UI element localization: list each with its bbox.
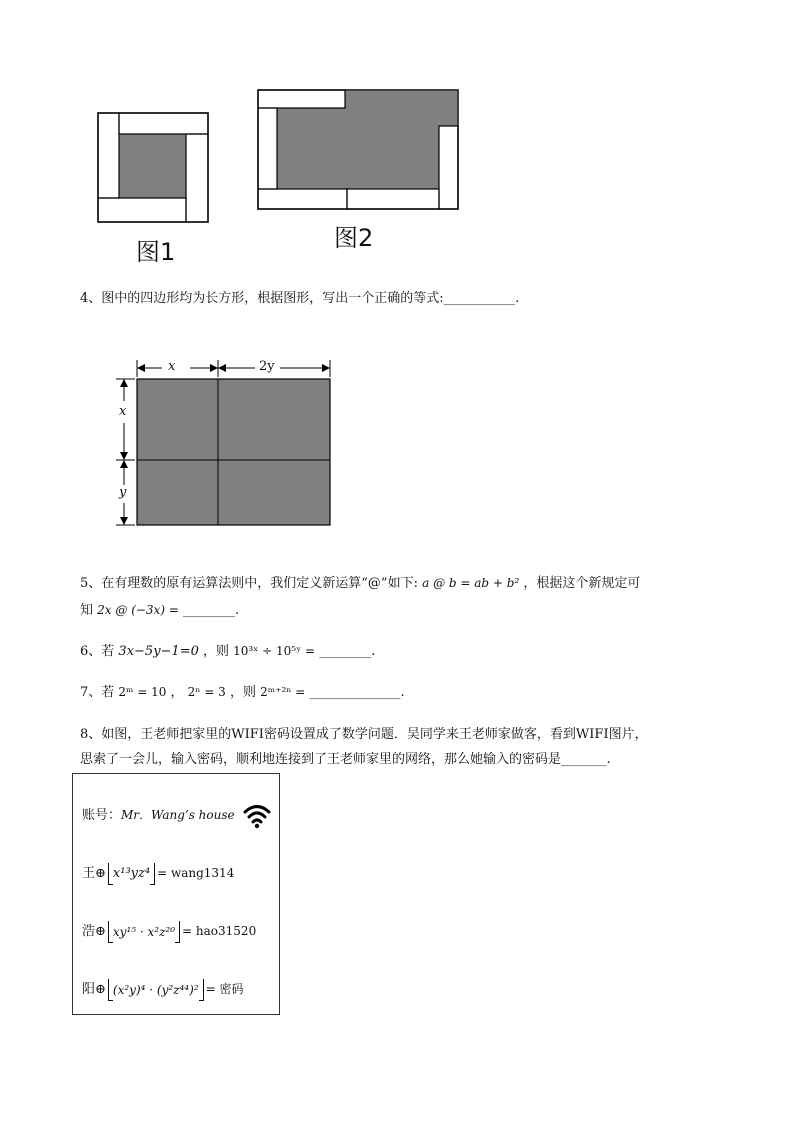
q7-middle: ，则 [229,685,256,700]
dim-label-x-left: x [119,404,127,419]
row2-char: 浩⊕ [82,924,106,939]
question-7 [80,682,405,703]
q7-prefix: 7、若 [80,685,115,700]
row3-expression: (x²y)⁴ · (y²z⁴⁴)² [108,979,204,1001]
q7-separator: ， [170,685,184,700]
q5-formula: a @ b = ab + b² [422,576,520,590]
q6-middle: ，则 [203,644,230,659]
row1-result: = wang1314 [157,866,235,880]
question-8-line-1: 8、如图，王老师把家里的WIFI密码设置成了数学问题．吴同学来王老师家做客，看到WIFI图片， [80,727,648,742]
q7-condition-1: 2ᵐ = 10 [118,685,167,699]
q6-prefix: 6、若 [80,644,115,659]
row1-char: 王⊕ [82,866,106,881]
wifi-account-row [82,804,235,823]
wifi-icon [243,802,271,830]
figure-2 [257,89,461,211]
q7-suffix: ______________. [309,685,405,700]
q6-suffix: ________. [319,644,376,659]
question-5-line-1 [80,573,640,594]
q5-line2-formula: 2x @ (−3x) = [97,603,179,617]
wifi-password-card [72,773,280,1015]
q5-line2-suffix: ________. [183,603,240,618]
q7-expression: 2ᵐ⁺²ⁿ = [260,685,306,699]
q6-expression: 10³ˣ ÷ 10⁵ʸ = [233,644,316,658]
q5-suffix: ，根据这个新规定可 [523,576,641,591]
q5-prefix: 5、在有理数的原有运算法则中，我们定义新运算“@”如下: [80,576,418,591]
q7-condition-2: 2ⁿ = 3 [187,685,226,699]
question-5-line-2 [80,600,239,621]
dim-label-x-top: x [168,359,176,374]
account-value: Mr．Wang’s house [121,808,235,822]
row2-expression: xy¹⁵ · x²z²⁰ [108,921,180,943]
q6-condition: 3x−5y−1=0 [118,644,199,659]
row1-expression: x¹³yz⁴ [108,863,155,885]
dim-label-2y-top: 2y [259,359,275,374]
row3-result: = 密码 [205,982,244,996]
row3-char: 阳⊕ [82,982,106,997]
question-4-figure [110,355,345,535]
dim-label-y-left: y [119,485,127,500]
figure-1-label: 图1 [136,238,176,266]
question-6 [80,641,375,662]
question-8-line-2: 思索了一会儿，输入密码，顺利地连接到了王老师家里的网络，那么她输入的密码是_______. [80,752,611,767]
figure-1 [97,112,209,224]
q5-line2-prefix: 知 [80,603,94,618]
figure-2-label: 图2 [334,224,374,252]
wifi-row-3 [82,978,243,1001]
wifi-row-1 [82,862,234,885]
question-4: 4、图中的四边形均为长方形，根据图形，写出一个正确的等式:___________. [80,291,520,306]
row2-result: = hao31520 [182,924,257,938]
wifi-row-2 [82,920,256,943]
account-label: 账号： [82,808,122,823]
